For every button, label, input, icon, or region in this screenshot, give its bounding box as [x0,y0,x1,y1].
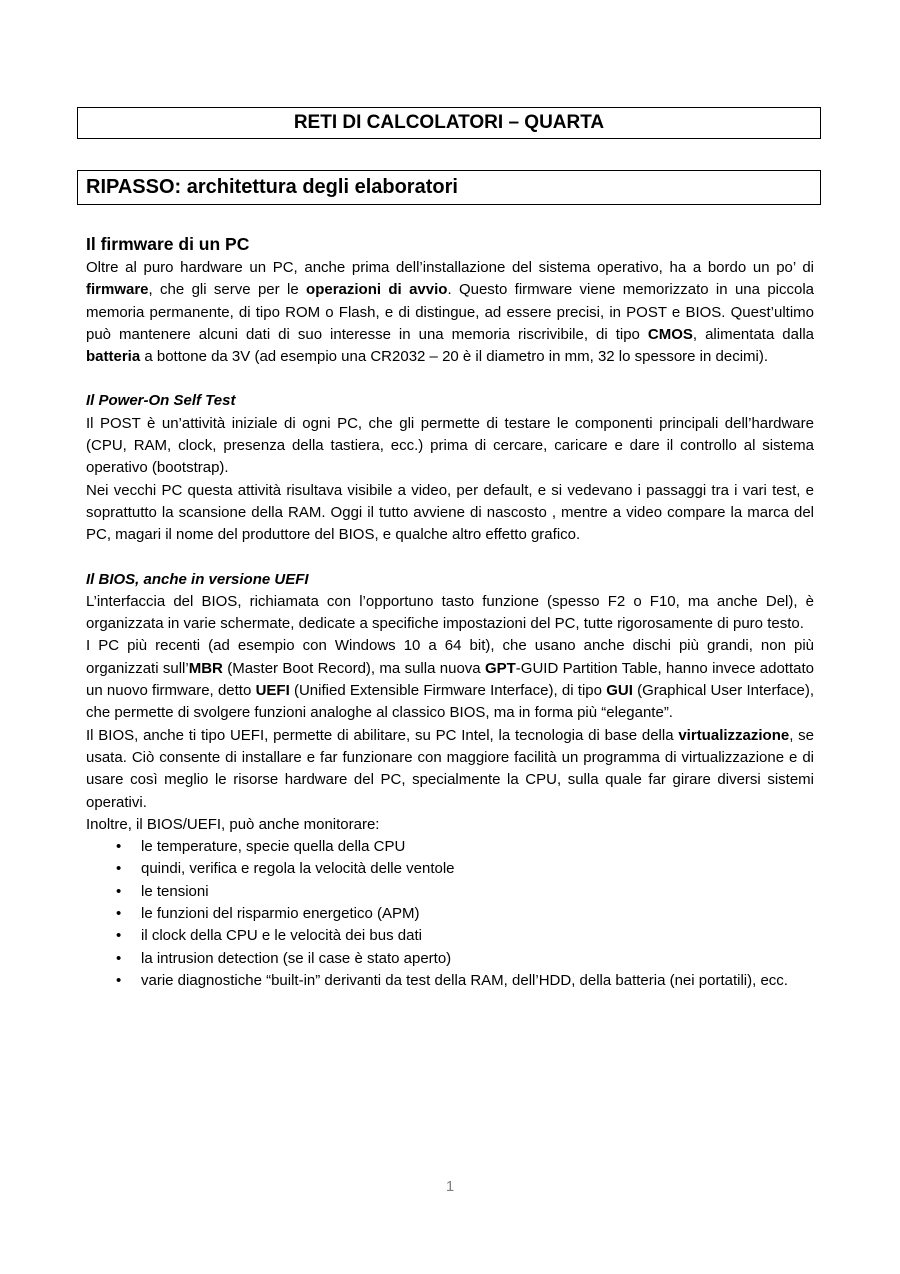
bullet-icon: • [116,882,122,900]
bullet-icon: • [116,971,122,989]
list-item [86,903,814,925]
bios-heading: Il BIOS, anche in versione UEFI [86,570,309,588]
bold-term: batteria [86,348,141,366]
list-item-text: le temperature, specie quella della CPU [141,838,406,856]
bullet-icon: • [116,905,122,923]
section-title-text: RIPASSO: architettura degli elaboratori [86,176,458,198]
bold-term: operazioni di avvio [306,281,448,299]
text-run: Oltre al puro hardware un PC, anche prima dell’installazione del sistema operativo, ha a bordo un po’ di [86,259,814,276]
page-number: 1 [445,1178,455,1195]
bios-paragraph-1: L’interfaccia del BIOS, richiamata con l’opportuno tasto funzione (spesso F2 o F10, ma anche Del), è organizzata in varie schermate, dedicate a specifiche impostazioni del PC, tutte rigorosamente di puro testo. [86,592,814,633]
post-heading: Il Power-On Self Test [86,392,236,410]
text-run: I PC più recenti (ad esempio con Windows 10 a 64 bit), che usano anche dischi più grandi, non più organizzati sull’ [86,637,814,677]
text-run: , che gli serve per le [148,281,307,299]
post-paragraph-2: Nei vecchi PC questa attività risultava visibile a video, per default, e si vedevano i passaggi tra i vari test, e soprattutto la scansione della RAM. Oggi il tutto avviene di nascosto , mentre a video compare la marca del PC, magari il nome del produttore del BIOS, e qualche altro effetto grafico. [86,481,814,544]
bullet-icon: • [116,838,122,856]
list-item-text: le tensioni [141,882,209,900]
document-body [86,231,814,992]
section-title [77,170,821,205]
text-run: , alimentata dalla [692,325,814,343]
text-run: Il BIOS, anche ti tipo UEFI, permette di abilitare, su PC Intel, la tecnologia di base della [86,726,679,744]
bios-paragraph-4: Inoltre, il BIOS/UEFI, può anche monitorare: [86,815,380,833]
bold-term: UEFI [255,682,290,700]
text-run: a bottone da 3V (ad esempio una CR2032 – 20 è il diametro in mm, 32 lo spessore in decimi). [140,348,769,366]
text-run: (Master Boot Record), ma sulla nuova [222,659,485,677]
text-run: , se usata. Ciò consente di installare e far funzionare con maggiore facilità un programma di virtualizzazione e di usare così meglio le risorse hardware del PC, specialmente la CPU, sulla quale far girare diversi sistemi operativi. [86,726,814,811]
list-item-text: le funzioni del risparmio energetico (APM) [141,905,420,923]
bullet-icon: • [116,860,122,878]
list-item [86,836,814,858]
bios-paragraph-3 [86,725,814,814]
bold-term: GUI [606,682,633,700]
text-run: . Questo firmware viene memorizzato in una piccola memoria permanente, di tipo ROM o Flash, e di distingue, ad essere precisi, in POST e BIOS. Quest’ultimo può mantenere alcuni dati di suo interesse in una memoria riscrivibile, di tipo [86,281,815,343]
document-title-text: RETI DI CALCOLATORI – QUARTA [293,112,605,133]
firmware-paragraph [86,257,814,368]
post-paragraph-1: Il POST è un’attività iniziale di ogni PC, che gli permette di testare le componenti principali dell’hardware (CPU, RAM, clock, presenza della tastiera, ecc.) prima di cercare, caricare e dare il controllo al sistema operativo (bootstrap). [86,414,814,477]
firmware-heading: Il firmware di un PC [86,234,250,254]
spacer [86,547,814,569]
bold-term: CMOS [647,325,693,343]
bold-term: GPT [484,659,516,677]
bold-term: virtualizzazione [678,726,790,744]
monitoring-list [86,836,814,992]
bios-paragraph-2 [86,635,814,724]
list-item-text: varie diagnostiche “built-in” derivanti da test della RAM, dell’HDD, della batteria (nei portatili), ecc. [141,971,788,989]
bold-term: firmware [86,281,149,299]
list-item [86,881,814,903]
text-run: (Unified Extensible Firmware Interface), di tipo [289,682,607,700]
text-run: -GUID Partition Table, hanno invece adottato un nuovo firmware, detto [86,659,814,700]
text-run: (Graphical User Interface), che permette di svolgere funzioni analoghe al classico BIOS, ma in forma più “elegante”. [86,682,814,722]
list-item [86,858,814,880]
list-item-text: la intrusion detection (se il case è stato aperto) [141,949,452,967]
list-item [86,970,814,992]
list-item-text: il clock della CPU e le velocità dei bus dati [141,927,422,945]
document-title [77,107,821,139]
list-item [86,925,814,947]
list-item [86,948,814,970]
bullet-icon: • [116,949,122,967]
list-item-text: quindi, verifica e regola la velocità delle ventole [141,860,455,878]
bullet-icon: • [116,927,122,945]
bold-term: MBR [188,659,223,677]
spacer [86,368,814,390]
